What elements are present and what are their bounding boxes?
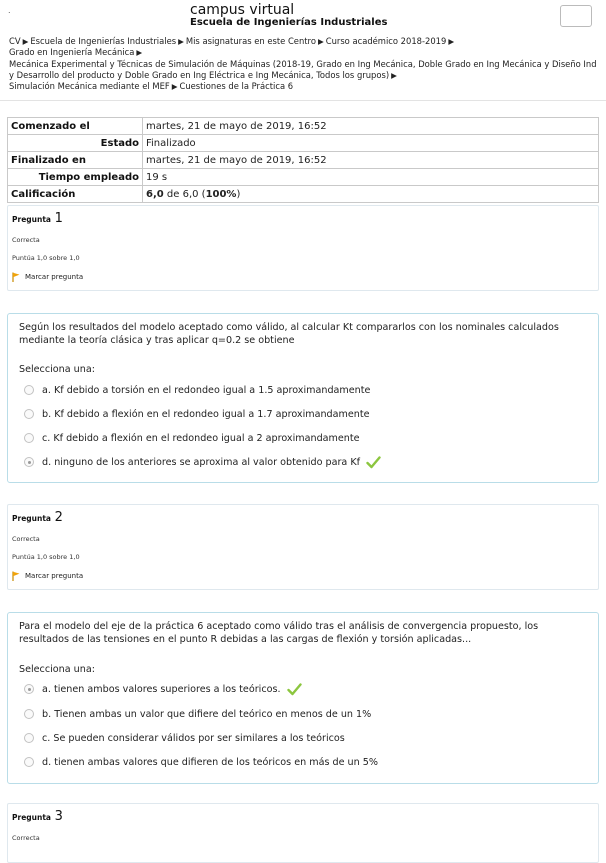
site-brand[interactable]: [190, 3, 387, 28]
question-2-status: Correcta: [12, 535, 40, 543]
time-value: 19 s: [143, 169, 599, 186]
breadcrumb-separator-icon: ▶: [178, 37, 184, 46]
question-1-option-c[interactable]: c. Kf debido a flexión en el redondeo igual a 2 aproximandamente: [24, 431, 360, 445]
question-3-info: [7, 803, 599, 863]
grade-close: ): [236, 188, 241, 200]
question-3-number: Pregunta 3: [12, 809, 63, 824]
summary-row-grade: [8, 186, 599, 203]
grade-label: Calificación: [8, 186, 143, 203]
header-divider: [0, 100, 606, 101]
question-2-flag-button[interactable]: [12, 571, 83, 581]
breadcrumb-separator-icon: ▶: [448, 37, 455, 46]
breadcrumb-item-year[interactable]: Curso académico 2018-2019: [325, 36, 447, 46]
finished-value: martes, 21 de mayo de 2019, 16:52: [143, 152, 599, 169]
question-1-number: Pregunta 1: [12, 211, 63, 226]
breadcrumb-separator-icon: ▶: [171, 82, 178, 92]
question-2-content: [7, 612, 599, 784]
radio-button[interactable]: [24, 385, 34, 395]
question-2-grade: Puntúa 1,0 sobre 1,0: [12, 553, 80, 561]
question-2-option-c[interactable]: c. Se pueden considerar válidos por ser similares a los teóricos: [24, 731, 345, 745]
attempt-summary-table: [7, 117, 599, 203]
started-value: martes, 21 de mayo de 2019, 16:52: [143, 118, 599, 135]
breadcrumb-item-cv[interactable]: CV: [9, 36, 21, 46]
radio-button[interactable]: [24, 757, 34, 767]
radio-button[interactable]: [24, 409, 34, 419]
breadcrumb-item-degree[interactable]: Grado en Ingeniería Mecánica: [9, 47, 135, 58]
breadcrumb-item-my-courses[interactable]: Mis asignaturas en este Centro: [185, 36, 316, 46]
question-1-status: Correcta: [12, 236, 40, 244]
check-icon: [366, 456, 381, 469]
breadcrumb-item-quiz[interactable]: Cuestiones de la Práctica 6: [179, 81, 294, 92]
radio-button-selected[interactable]: [24, 457, 34, 467]
breadcrumb-separator-icon: ▶: [317, 37, 324, 46]
check-icon: [287, 683, 302, 696]
grade-of: de 6,0 (: [163, 188, 206, 200]
question-1-option-b[interactable]: b. Kf debido a flexión en el redondeo igual a 1.7 aproximandamente: [24, 407, 370, 421]
breadcrumb-separator-icon: ▶: [22, 37, 29, 46]
grade-value: [143, 186, 599, 203]
question-1-grade: Puntúa 1,0 sobre 1,0: [12, 254, 80, 262]
time-label: Tiempo empleado: [8, 169, 143, 186]
radio-button[interactable]: [24, 709, 34, 719]
menu-toggle-button[interactable]: [560, 5, 592, 27]
summary-row-time: [8, 169, 599, 186]
question-1-option-a[interactable]: a. Kf debido a torsión en el redondeo igual a 1.5 aproximandamente: [24, 383, 370, 397]
flag-icon: [12, 272, 20, 282]
radio-button[interactable]: [24, 433, 34, 443]
question-1-flag-button[interactable]: [12, 272, 83, 282]
question-1-info: [7, 205, 599, 291]
flag-label: Marcar pregunta: [25, 572, 84, 580]
question-1-text: Según los resultados del modelo aceptado como válido, al calcular Kt compararlos con los nominales calculados mediante la teoría clásica y tras aplicar q=0.2 se obtiene: [19, 322, 559, 346]
breadcrumb: [9, 36, 599, 92]
question-2-text: Para el modelo del eje de la práctica 6 aceptado como válido tras el análisis de convergencia propuesto, los resultados de las tensiones en el punto R debidas a las cargas de flexión y torsión aplicadas...: [19, 621, 539, 645]
site-dot: .: [8, 6, 11, 15]
question-2-prompt: Selecciona una:: [19, 664, 95, 675]
breadcrumb-item-school[interactable]: Escuela de Ingenierías Industriales: [30, 36, 177, 46]
breadcrumb-separator-icon: ▶: [391, 70, 397, 80]
question-2-option-a[interactable]: a. tienen ambos valores superiores a los teóricos.: [24, 682, 302, 696]
summary-row-state: [8, 135, 599, 152]
breadcrumb-separator-icon: ▶: [136, 48, 143, 58]
question-2-info: [7, 504, 599, 590]
grade-percent: 100%: [205, 188, 237, 200]
started-label: Comenzado el: [8, 118, 143, 135]
question-1-option-d[interactable]: d. ninguno de los anteriores se aproxima al valor obtenido para Kf: [24, 455, 381, 469]
question-2-number: Pregunta 2: [12, 510, 63, 525]
question-1-content: [7, 313, 599, 483]
site-title: campus virtual: [190, 2, 295, 18]
site-subtitle: Escuela de Ingenierías Industriales: [190, 17, 388, 28]
question-1-prompt: Selecciona una:: [19, 364, 95, 375]
radio-button-selected[interactable]: [24, 684, 34, 694]
question-3-status: Correcta: [12, 834, 40, 842]
question-2-option-b[interactable]: b. Tienen ambas un valor que difiere del teórico en menos de un 1%: [24, 707, 371, 721]
radio-button[interactable]: [24, 733, 34, 743]
grade-score: 6,0: [146, 188, 164, 200]
state-label: Estado: [8, 135, 143, 152]
breadcrumb-item-course[interactable]: Mecánica Experimental y Técnicas de Simulación de Máquinas (2018-19, Grado en Ing Mecánica, Doble Grado en Ing Mecánica y Diseño Ind y Desarrollo del producto y Doble Grado en Ing Eléctrica e Ing Mecánica, Todos los grupos): [9, 58, 597, 80]
state-value: Finalizado: [143, 135, 599, 152]
flag-label: Marcar pregunta: [25, 273, 84, 281]
summary-row-started: [8, 118, 599, 135]
flag-icon: [12, 571, 20, 581]
finished-label: Finalizado en: [8, 152, 143, 169]
breadcrumb-item-section[interactable]: Simulación Mecánica mediante el MEF: [9, 81, 170, 92]
summary-row-finished: [8, 152, 599, 169]
question-2-option-d[interactable]: d. tienen ambas valores que difieren de los teóricos en más de un 5%: [24, 755, 378, 769]
